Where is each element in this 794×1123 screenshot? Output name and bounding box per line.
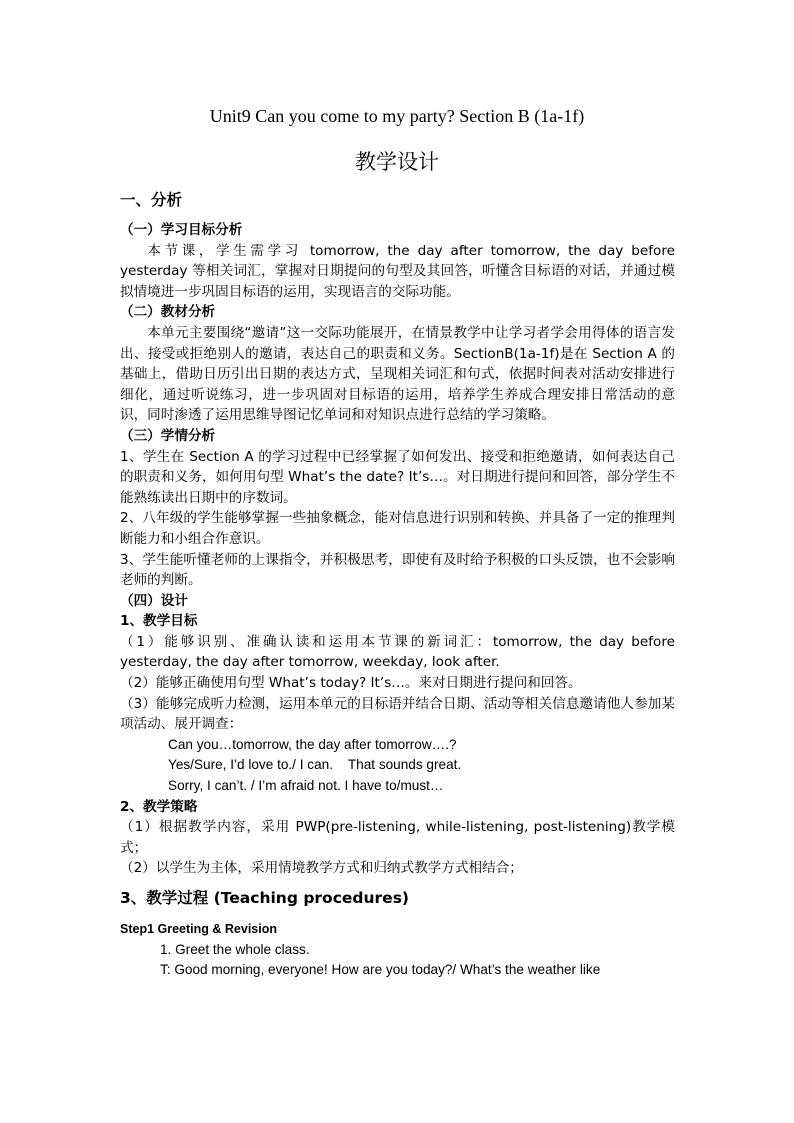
- document-body: [120, 184, 675, 981]
- list-item: 1. Greet the whole class.: [160, 941, 310, 957]
- paragraph-learning-goals: 本节课，学生需学习 tomorrow, the day after tomorrow, the day before yesterday 等相关词汇，掌握对日期提问的句型及其回答，听懂含目标语的对话，并通过模拟情境进一步巩固目标语的运用，实现语言的交际功能。: [120, 242, 675, 300]
- heading-teaching-strategy: 2、教学策略: [120, 798, 198, 815]
- heading-teaching-procedures: 3、教学过程 (Teaching procedures): [120, 889, 409, 907]
- list-item: （2）能够正确使用句型 What’s today? It’s…。来对日期进行提问和回答。: [120, 675, 582, 692]
- list-item: 3、学生能听懂老师的上课指令，并积极思考，即使有及时给予积极的口头反馈，也不会影响老师的判断。: [120, 551, 675, 589]
- list-item: （1）能够识别、准确认读和运用本节课的新词汇：tomorrow, the day before yesterday, the day after tomorrow, weekday, look after.: [120, 633, 675, 671]
- paragraph-material-analysis: 本单元主要围绕“邀请”这一交际功能展开，在情景教学中让学习者学会用得体的语言发出、接受或拒绝别人的邀请，表达自己的职责和义务。SectionB(1a-1f)是在 Section A 的基础上，借助日历引出日期的表达方式，呈现相关词汇和句式，依据时间表对活动安排进行细化，通过听说练习，进一步巩固对目标语的运用，培养学生养成合理安排日常活动的意识，同时渗透了运用思维导图记忆单词和对知识点进行总结的学习策略。: [120, 324, 675, 424]
- document-subtitle: 教学设计: [355, 150, 439, 174]
- list-item: T: Good morning, everyone! How are you today?/ What’s the weather like: [160, 962, 601, 978]
- list-item: （1）根据教学内容，采用 PWP(pre-listening, while-listening, post-listening)教学模式；: [120, 819, 675, 856]
- heading-learning-goals: （一）学习目标分析: [120, 222, 243, 238]
- example-sentence: Yes/Sure, I’d love to./ I can. That sounds great.: [168, 757, 462, 773]
- step-heading: Step1 Greeting & Revision: [120, 922, 277, 936]
- list-item: （2）以学生为主体，采用情境教学方式和归纳式教学方式相结合；: [120, 860, 523, 877]
- heading-design: （四）设计: [120, 592, 188, 609]
- section-heading-analysis: 一、分析: [120, 191, 183, 209]
- list-item: （3）能够完成听力检测，运用本单元的目标语并结合日期、活动等相关信息邀请他人参加某项活动、展开调查：: [120, 695, 675, 733]
- heading-material-analysis: （二）教材分析: [120, 304, 216, 321]
- heading-teaching-goals: 1、教学目标: [120, 613, 198, 630]
- document-title: Unit9 Can you come to my party? Section B (1a-1f): [209, 106, 585, 126]
- example-sentence: Can you…tomorrow, the day after tomorrow….?: [168, 736, 457, 752]
- heading-student-analysis: （三）学情分析: [120, 427, 216, 444]
- list-item: 1、学生在 Section A 的学习过程中已经掌握了如何发出、接受和拒绝邀请，如何表达自己的职责和义务，如何用句型 What’s the date? It’s…。对日期进行提问和回答，部分学生不能熟练读出日期中的序数词。: [120, 448, 675, 506]
- example-sentence: Sorry, I can’t. / I’m afraid not. I have to/must…: [168, 778, 444, 794]
- list-item: 2、八年级的学生能够掌握一些抽象概念，能对信息进行识别和转换、并具备了一定的推理判断能力和小组合作意识。: [120, 510, 675, 547]
